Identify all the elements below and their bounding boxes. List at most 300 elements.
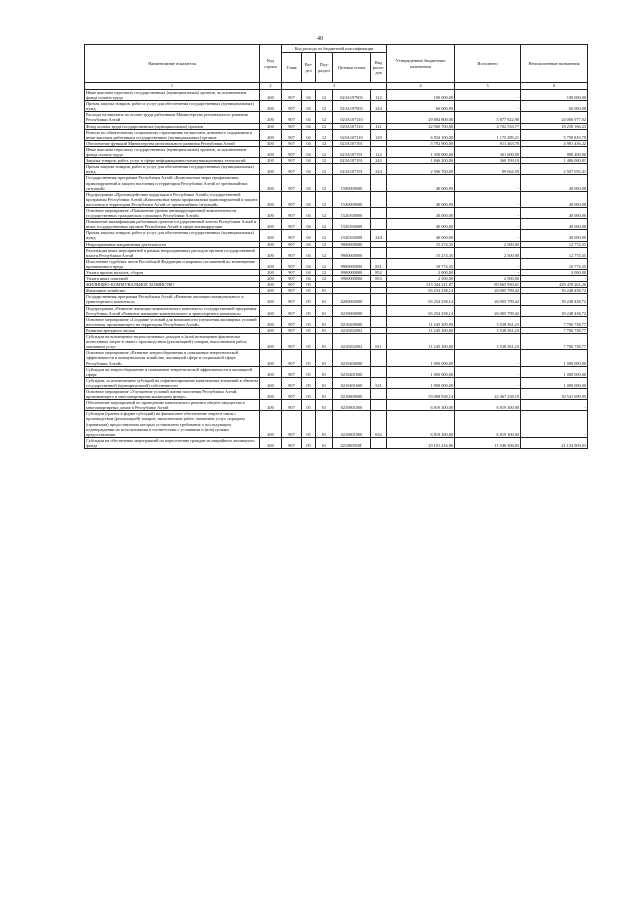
cell-unexecuted: 40 000,00 xyxy=(521,219,588,230)
cell-target: 023A197903 xyxy=(333,90,371,101)
cell-name: Иные выплаты персоналу государственных (муниципальных) органов, за исключением фонда оплаты труда xyxy=(85,90,260,101)
cell-executed: 3 538 561,23 xyxy=(455,327,521,333)
cell-target: 0210202002 xyxy=(333,327,371,333)
cell-glava: 907 xyxy=(282,334,302,350)
cell-executed: - xyxy=(455,191,521,207)
cell-glava: 907 xyxy=(282,129,302,140)
cell-target: 9900000000 xyxy=(333,258,371,269)
cell-row-code: 200 xyxy=(260,241,282,247)
cell-row-code: 200 xyxy=(260,140,282,146)
cell-target: 023A107110 xyxy=(333,112,371,123)
cell-vid: 122 xyxy=(371,146,387,157)
cell-target: 023A107110 xyxy=(333,129,371,140)
cell-unexecuted: 40 000,00 xyxy=(521,207,588,218)
cell-podrazdel: 01 xyxy=(316,294,333,305)
cell-unexecuted: 39 248 438,72 xyxy=(521,288,588,294)
cell-podrazdel: 12 xyxy=(316,175,333,191)
cell-name: Субсидии на обеспечение мероприятий по переселению граждан из аварийного жилищного фонда xyxy=(85,437,260,448)
cell-target: 023A107191 xyxy=(333,164,371,175)
cell-approved: 515 344 211,87 xyxy=(387,282,455,288)
cell-approved: 23 101 416,86 xyxy=(387,437,455,448)
cell-glava: 907 xyxy=(282,294,302,305)
cell-row-code: 200 xyxy=(260,366,282,377)
cell-vid xyxy=(371,219,387,230)
cell-name: Прочая закупка товаров, работ и услуг для обеспечения государственных (муниципальных) нужд xyxy=(85,230,260,241)
cell-executed: - xyxy=(455,101,521,112)
cell-glava: 907 xyxy=(282,276,302,282)
col-number-3: 3 xyxy=(282,83,387,90)
cell-unexecuted: - xyxy=(521,400,588,411)
cell-row-code: 200 xyxy=(260,219,282,230)
cell-row-code: 200 xyxy=(260,294,282,305)
cell-name: Основное мероприятие «Создание условий для возможности улучшения жилищных условий населения, проживающего на территории Республики Алтай» xyxy=(85,316,260,327)
cell-razdel: 05 xyxy=(302,377,316,388)
cell-razdel: 05 xyxy=(302,411,316,437)
cell-approved: 6 934 100,00 xyxy=(387,129,455,140)
cell-unexecuted: 7 706 738,77 xyxy=(521,316,588,327)
cell-name: Исполнение судебных актов Российской Федерации и мировых соглашений по возмещению причиненного вреда xyxy=(85,258,260,269)
cell-row-code: 200 xyxy=(260,305,282,316)
cell-approved: 5 792 900,00 xyxy=(387,140,455,146)
cell-approved: 2 596 700,00 xyxy=(387,164,455,175)
cell-name: Подпрограмма «Развитие жилищно-коммунального комплекса» государственной программы Республики Алтай «Развитие жилищно-коммунального и транспортного комплекса» xyxy=(85,305,260,316)
cell-row-code: 200 xyxy=(260,101,282,112)
cell-name: Фонд оплаты труда государственных (муниципальных) органов xyxy=(85,123,260,129)
cell-target: 9900000000 xyxy=(333,276,371,282)
cell-vid: 632 xyxy=(371,411,387,437)
cell-razdel: 04 xyxy=(302,175,316,191)
cell-glava: 907 xyxy=(282,258,302,269)
cell-vid: 242 xyxy=(371,158,387,164)
cell-podrazdel: 01 xyxy=(316,437,333,448)
cell-podrazdel: 12 xyxy=(316,146,333,157)
cell-approved: 15 274,35 xyxy=(387,247,455,258)
table-row xyxy=(85,230,588,241)
cell-razdel: 04 xyxy=(302,123,316,129)
cell-name: Субсидии (гранты в форме субсидий) на финансовое обеспечение затрат в связи с производством (реализацией) товаров, выполнением работ, оказанием услуг, порядком (правилами) предоставления которых установлено требование о последующем подтверждении их использования в соответствии с условиями и (или) целями предоставления xyxy=(85,411,260,437)
cell-target: 023A107191 xyxy=(333,146,371,157)
cell-podrazdel: 12 xyxy=(316,241,333,247)
col-number-4: 4 xyxy=(387,83,455,90)
cell-podrazdel: 01 xyxy=(316,327,333,333)
cell-name: Прочая закупка товаров, работ и услуг для обеспечения государственных (муниципальных) нужд xyxy=(85,164,260,175)
cell-row-code: 200 xyxy=(260,388,282,399)
cell-podrazdel: 12 xyxy=(316,140,333,146)
budget-table-sheet xyxy=(84,44,587,449)
cell-vid xyxy=(371,400,387,411)
header-razdel: Раз-дел xyxy=(302,53,316,83)
cell-unexecuted: 2 000,00 xyxy=(521,270,588,276)
cell-razdel: 04 xyxy=(302,90,316,101)
cell-target: 0210202002 xyxy=(333,334,371,350)
cell-podrazdel: 12 xyxy=(316,230,333,241)
cell-name: Государственная программа Республики Алтай «Развитие жилищно-коммунального и транспортного комплекса» xyxy=(85,294,260,305)
cell-podrazdel: 01 xyxy=(316,400,333,411)
cell-razdel: 05 xyxy=(302,327,316,333)
header-unexecuted: Неисполненные назначения xyxy=(521,45,588,83)
cell-razdel: 04 xyxy=(302,158,316,164)
cell-target: 023A197903 xyxy=(333,101,371,112)
cell-podrazdel: 12 xyxy=(316,276,333,282)
cell-row-code: 200 xyxy=(260,288,282,294)
cell-name: Жилищное хозяйство xyxy=(85,288,260,294)
cell-approved: 29 884 800,00 xyxy=(387,112,455,123)
cell-glava: 907 xyxy=(282,305,302,316)
cell-executed: 26 005 799,42 xyxy=(455,288,521,294)
cell-approved: 15 274,35 xyxy=(387,241,455,247)
table-row xyxy=(85,316,588,327)
cell-row-code: 200 xyxy=(260,247,282,258)
cell-unexecuted: 100 000,00 xyxy=(521,90,588,101)
cell-name: Основное мероприятие «Развитие энергосбережения и повышение энергетической эффективности в коммунальном хозяйстве, жилищной сфере и социальной сфере Республики Алтай» xyxy=(85,350,260,366)
cell-razdel: 05 xyxy=(302,288,316,294)
table-row xyxy=(85,129,588,140)
cell-vid: 244 xyxy=(371,101,387,112)
cell-glava: 907 xyxy=(282,230,302,241)
cell-row-code: 200 xyxy=(260,90,282,101)
header-podrazdel: Под-раздел xyxy=(316,53,333,83)
cell-target: 021080950Г xyxy=(333,437,371,448)
cell-glava: 907 xyxy=(282,247,302,258)
cell-razdel: 04 xyxy=(302,241,316,247)
cell-name: Закупка товаров, работ, услуг в сфере информационно-коммуникационных технологий xyxy=(85,158,260,164)
header-glava: Глава xyxy=(282,53,302,83)
cell-unexecuted: 5 758 810,79 xyxy=(521,129,588,140)
cell-vid: 122 xyxy=(371,90,387,101)
cell-razdel: 04 xyxy=(302,270,316,276)
cell-vid: 521 xyxy=(371,377,387,388)
cell-unexecuted: 1 486 000,81 xyxy=(521,158,588,164)
cell-name: Расходы на выплаты по оплате труда работников Министерства регионального развития Республики Алтай xyxy=(85,112,260,123)
cell-glava: 907 xyxy=(282,158,302,164)
table-row xyxy=(85,400,588,411)
cell-vid xyxy=(371,175,387,191)
table-row xyxy=(85,247,588,258)
cell-unexecuted: 10 774,35 xyxy=(521,258,588,269)
cell-razdel: 04 xyxy=(302,207,316,218)
table-row xyxy=(85,334,588,350)
cell-approved: 2 000,00 xyxy=(387,270,455,276)
cell-razdel: 05 xyxy=(302,305,316,316)
cell-name: Уплата иных платежей xyxy=(85,276,260,282)
cell-name: Государственная программа Республики Алтай «Комплексные меры профилактики правонарушений и защита населения и территории Республики Алтай от чрезвычайных ситуаций» xyxy=(85,175,260,191)
cell-executed: - xyxy=(455,230,521,241)
cell-glava: 907 xyxy=(282,327,302,333)
cell-approved: 1 000 000,00 xyxy=(387,366,455,377)
cell-vid xyxy=(371,207,387,218)
cell-target: 1500000000 xyxy=(333,175,371,191)
header-executed: Исполнено xyxy=(455,45,521,83)
cell-razdel: 04 xyxy=(302,258,316,269)
cell-executed: 89 664,59 xyxy=(455,164,521,175)
cell-razdel: 04 xyxy=(302,112,316,123)
cell-podrazdel: 01 xyxy=(316,288,333,294)
cell-podrazdel: 01 xyxy=(316,377,333,388)
table-row xyxy=(85,258,588,269)
cell-unexecuted: 988 400,00 xyxy=(521,146,588,157)
budget-execution-table xyxy=(84,44,588,449)
cell-unexecuted: 2 507 035,41 xyxy=(521,164,588,175)
cell-razdel: 04 xyxy=(302,230,316,241)
cell-podrazdel: 01 xyxy=(316,305,333,316)
cell-executed: 6 819 300,00 xyxy=(455,411,521,437)
cell-executed: 811 463,78 xyxy=(455,140,521,146)
cell-name: Уплата прочих налогов, сборов xyxy=(85,270,260,276)
cell-target: 0210200000 xyxy=(333,316,371,327)
table-row xyxy=(85,377,588,388)
cell-target: 023A107191 xyxy=(333,158,371,164)
cell-executed: - xyxy=(455,366,521,377)
cell-glava: 907 xyxy=(282,146,302,157)
cell-approved: 11 245 300,00 xyxy=(387,334,455,350)
cell-glava: 907 xyxy=(282,207,302,218)
cell-unexecuted: 40 000,00 xyxy=(521,191,588,207)
cell-glava: 907 xyxy=(282,140,302,146)
cell-podrazdel: 12 xyxy=(316,101,333,112)
cell-razdel: 04 xyxy=(302,140,316,146)
cell-vid xyxy=(371,191,387,207)
cell-name: Основное мероприятие «Улучшение условий жизни населения Республики Алтай, проживающего в многоквартирном жилищном фонде» xyxy=(85,388,260,399)
cell-approved: 53 008 938,14 xyxy=(387,388,455,399)
cell-razdel: 04 xyxy=(302,146,316,157)
cell-razdel: 05 xyxy=(302,294,316,305)
cell-podrazdel: 12 xyxy=(316,247,333,258)
cell-podrazdel: 01 xyxy=(316,411,333,437)
header-target: Целевая статья xyxy=(333,53,371,83)
cell-razdel: 05 xyxy=(302,316,316,327)
cell-approved: 65 254 238,14 xyxy=(387,294,455,305)
cell-approved: 1 846 200,00 xyxy=(387,158,455,164)
cell-razdel: 04 xyxy=(302,101,316,112)
cell-row-code: 200 xyxy=(260,437,282,448)
cell-podrazdel: 12 xyxy=(316,123,333,129)
header-vid: Вид расхо-дов xyxy=(371,53,387,83)
cell-unexecuted: 4 981 436,22 xyxy=(521,140,588,146)
cell-vid xyxy=(371,294,387,305)
cell-executed: 5 877 822,98 xyxy=(455,112,521,123)
table-row xyxy=(85,350,588,366)
cell-target: 1520100000 xyxy=(333,207,371,218)
table-row xyxy=(85,164,588,175)
cell-target: 023A107110 xyxy=(333,123,371,129)
cell-razdel: 05 xyxy=(302,400,316,411)
cell-executed: - xyxy=(455,377,521,388)
cell-approved: 65 254 238,14 xyxy=(387,288,455,294)
cell-row-code: 200 xyxy=(260,327,282,333)
cell-executed: 85 865 950,61 xyxy=(455,282,521,288)
cell-row-code: 200 xyxy=(260,350,282,366)
cell-executed: - xyxy=(455,175,521,191)
cell-podrazdel: 01 xyxy=(316,316,333,327)
cell-executed: - xyxy=(455,350,521,366)
cell-row-code: 200 xyxy=(260,146,282,157)
table-row xyxy=(85,101,588,112)
col-number-5: 5 xyxy=(455,83,521,90)
cell-row-code: 200 xyxy=(260,400,282,411)
cell-vid xyxy=(371,388,387,399)
cell-approved: 40 000,00 xyxy=(387,175,455,191)
cell-podrazdel: 12 xyxy=(316,112,333,123)
cell-approved: 11 245 300,00 xyxy=(387,327,455,333)
cell-approved: 40 000,00 xyxy=(387,230,455,241)
cell-razdel: 04 xyxy=(302,219,316,230)
cell-vid xyxy=(371,350,387,366)
cell-name: Развитие арендного жилья xyxy=(85,327,260,333)
cell-approved: 6 819 300,00 xyxy=(387,400,455,411)
cell-executed: 26 005 799,42 xyxy=(455,305,521,316)
cell-target: 1520100008 xyxy=(333,219,371,230)
col-number-2: 2 xyxy=(260,83,282,90)
table-row xyxy=(85,146,588,157)
header-name: Наименование показателя xyxy=(85,45,260,83)
cell-name: Подпрограмма «Противодействие коррупции в Республике Алтай» государственной программы Республики Алтай «Комплексные меры профилактики правонарушений и защита населения и территории Республики Алтай от чрезвычайных ситуаций» xyxy=(86,191,258,207)
cell-vid xyxy=(371,366,387,377)
cell-razdel: 05 xyxy=(302,437,316,448)
cell-row-code: 200 xyxy=(260,258,282,269)
cell-razdel: 04 xyxy=(302,191,316,207)
cell-podrazdel: 12 xyxy=(316,207,333,218)
cell-target: 0210400000 xyxy=(333,350,371,366)
cell-glava: 907 xyxy=(282,101,302,112)
cell-approved: 100 000,00 xyxy=(387,90,455,101)
cell-vid: 244 xyxy=(371,230,387,241)
cell-vid xyxy=(371,437,387,448)
cell-row-code: 200 xyxy=(260,175,282,191)
cell-target: 1520000000 xyxy=(333,191,371,207)
cell-razdel: 04 xyxy=(302,276,316,282)
cell-unexecuted: 7 706 738,77 xyxy=(521,327,588,333)
cell-glava: 907 xyxy=(282,123,302,129)
cell-name: Непрограммные направления деятельности xyxy=(85,241,260,247)
cell-glava: 907 xyxy=(282,377,302,388)
cell-unexecuted: 40 000,00 xyxy=(521,230,588,241)
cell-unexecuted: 39 248 438,72 xyxy=(521,305,588,316)
cell-unexecuted: - xyxy=(521,411,588,437)
table-row xyxy=(85,437,588,448)
cell-target: 0210801000 xyxy=(333,400,371,411)
cell-glava: 907 xyxy=(282,270,302,276)
cell-name: Основное мероприятие «Повышение уровня антикоррупционной компетентности государственных гражданских служащих Республики Алтай» xyxy=(85,207,260,218)
cell-podrazdel: 01 xyxy=(316,350,333,366)
cell-razdel: 05 xyxy=(302,350,316,366)
cell-podrazdel: 01 xyxy=(316,388,333,399)
cell-row-code: 200 xyxy=(260,129,282,140)
table-row xyxy=(85,305,588,316)
cell-unexecuted: 18 258 166,23 xyxy=(521,123,588,129)
cell-vid: 129 xyxy=(371,129,387,140)
cell-razdel: 04 xyxy=(302,247,316,258)
cell-executed: 11 946 506,83 xyxy=(455,437,521,448)
cell-unexecuted: 12 774,35 xyxy=(521,241,588,247)
cell-razdel: 05 xyxy=(302,282,316,288)
cell-glava: 907 xyxy=(282,350,302,366)
cell-podrazdel: 12 xyxy=(316,219,333,230)
cell-glava: 907 xyxy=(282,400,302,411)
cell-approved: 22 960 700,00 xyxy=(387,123,455,129)
cell-name: ЖИЛИЩНО-КОММУНАЛЬНОЕ ХОЗЯЙСТВО xyxy=(85,282,260,288)
cell-glava: 907 xyxy=(282,191,302,207)
cell-unexecuted: 40 000,00 xyxy=(521,175,588,191)
cell-executed: 360 199,19 xyxy=(455,158,521,164)
table-row xyxy=(85,294,588,305)
cell-name: Субсидии на энергосбережение и повышение энергетической эффективности в жилищной сфере xyxy=(85,366,260,377)
cell-row-code: 200 xyxy=(260,411,282,437)
cell-vid xyxy=(371,112,387,123)
cell-executed: - xyxy=(455,90,521,101)
cell-vid: 121 xyxy=(371,123,387,129)
cell-unexecuted: 7 706 738,77 xyxy=(521,334,588,350)
cell-approved: 1 000 000,00 xyxy=(387,377,455,388)
cell-podrazdel: 01 xyxy=(316,334,333,350)
cell-row-code: 200 xyxy=(260,276,282,282)
cell-row-code: 200 xyxy=(260,112,282,123)
cell-unexecuted: 429 478 261,26 xyxy=(521,282,588,288)
cell-name: Обеспечение мероприятий по проведению капитального ремонта общего имущества в многоквартирных домах в Республике Алтай xyxy=(85,400,260,411)
cell-row-code: 200 xyxy=(260,158,282,164)
cell-glava: 907 xyxy=(282,288,302,294)
cell-vid: 811 xyxy=(371,334,387,350)
cell-executed: - xyxy=(455,219,521,230)
cell-razdel: 05 xyxy=(302,334,316,350)
cell-podrazdel: 12 xyxy=(316,158,333,164)
cell-approved: 2 500,00 xyxy=(387,276,455,282)
cell-unexecuted: 1 000 000,00 xyxy=(521,377,588,388)
cell-podrazdel: 01 xyxy=(316,366,333,377)
cell-executed: 1 175 289,21 xyxy=(455,129,521,140)
cell-name: Повышение квалификации работников органов государственной власти Республики Алтай и иных государственных органов Республики Алтай в сфере антикоррупции xyxy=(85,219,260,230)
cell-executed: 6 819 300,00 xyxy=(455,400,521,411)
cell-target: 1520100008 xyxy=(333,230,371,241)
cell-executed: 26 005 799,42 xyxy=(455,294,521,305)
cell-target: 9900000000 xyxy=(333,247,371,258)
cell-unexecuted: 24 006 977,02 xyxy=(521,112,588,123)
cell-podrazdel: 12 xyxy=(316,258,333,269)
cell-executed: 3 538 561,23 xyxy=(455,316,521,327)
cell-row-code: 200 xyxy=(260,164,282,175)
cell-glava: 907 xyxy=(282,316,302,327)
cell-glava: 907 xyxy=(282,90,302,101)
cell-razdel: 05 xyxy=(302,388,316,399)
cell-glava: 907 xyxy=(282,437,302,448)
cell-name: Реализация иных мероприятий в рамках непрограммных расходов органов государственной власти Республики Алтай xyxy=(85,247,260,258)
cell-podrazdel: 12 xyxy=(316,270,333,276)
table-row xyxy=(85,388,588,399)
cell-glava: 907 xyxy=(282,164,302,175)
cell-glava: 907 xyxy=(282,175,302,191)
table-row xyxy=(85,219,588,230)
cell-approved: 6 819 300,00 xyxy=(387,411,455,437)
cell-target: 0210800000 xyxy=(333,388,371,399)
cell-vid xyxy=(371,305,387,316)
cell-unexecuted: 39 248 438,72 xyxy=(521,294,588,305)
cell-podrazdel: 12 xyxy=(316,129,333,140)
cell-vid: 831 xyxy=(371,258,387,269)
header-classification: Код расхода по бюджетной классификации xyxy=(282,45,387,53)
cell-row-code: 200 xyxy=(260,191,282,207)
cell-razdel: 05 xyxy=(302,366,316,377)
cell-unexecuted: - xyxy=(521,276,588,282)
cell-approved: 1 000 000,00 xyxy=(387,350,455,366)
cell-row-code: 200 xyxy=(260,377,282,388)
cell-vid: 244 xyxy=(371,164,387,175)
cell-glava: 907 xyxy=(282,282,302,288)
cell-target: 023A107191 xyxy=(333,140,371,146)
cell-row-code: 200 xyxy=(260,334,282,350)
cell-approved: 11 245 300,00 xyxy=(387,316,455,327)
cell-vid: 852 xyxy=(371,270,387,276)
col-number-1: 1 xyxy=(85,83,260,90)
cell-row-code: 200 xyxy=(260,123,282,129)
